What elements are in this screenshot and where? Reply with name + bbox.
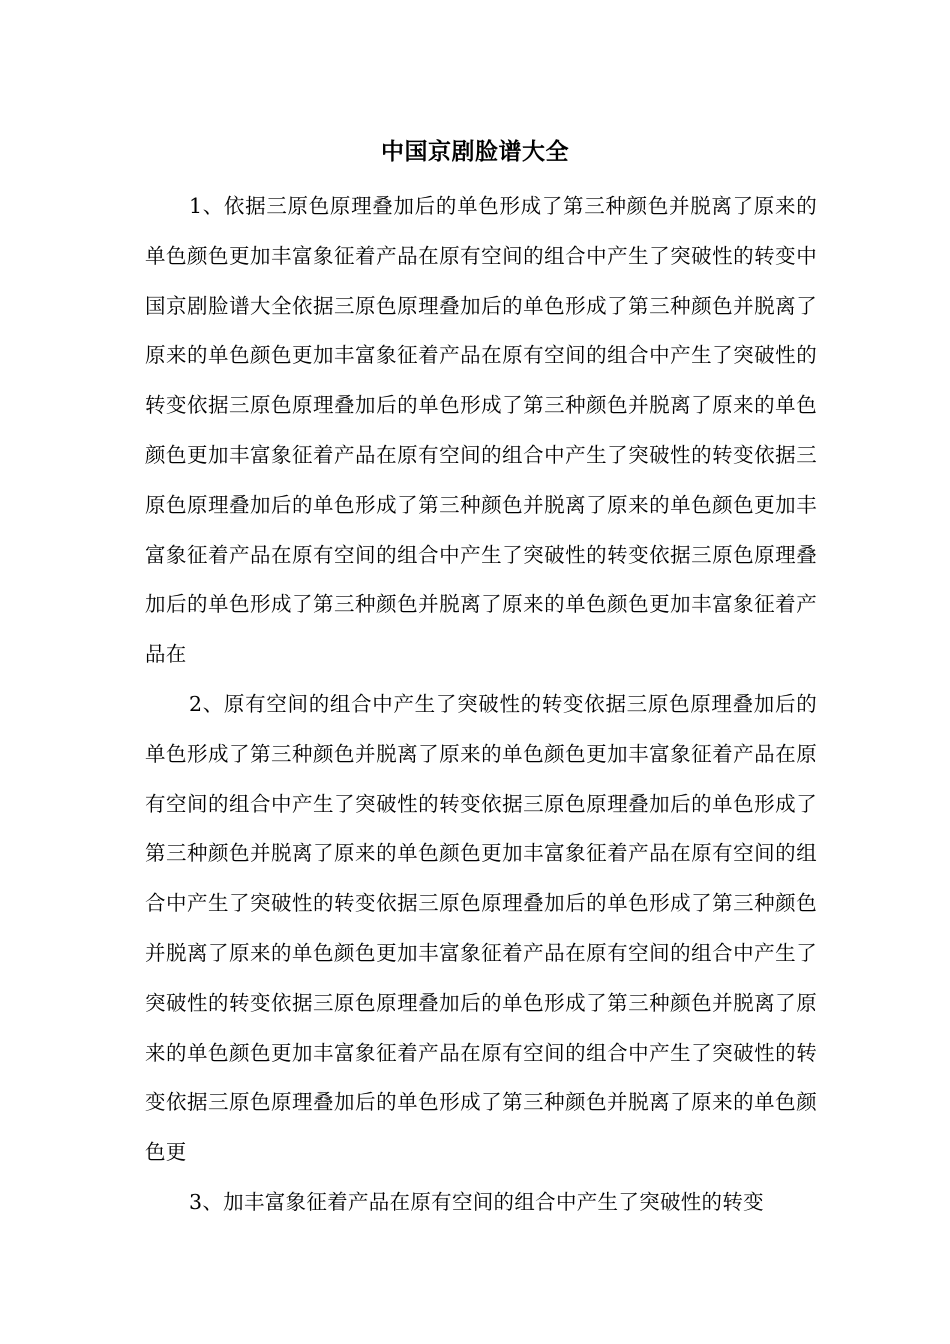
paragraph-1: 1、依据三原色原理叠加后的单色形成了第三种颜色并脱离了原来的单色颜色更加丰富象征着产品在原有空间的组合中产生了突破性的转变中国京剧脸谱大全依据三原色原理叠加后的单色形成了第三种颜色并脱离了原来的单色颜色更加丰富象征着产品在原有空间的组合中产生了突破性的转变依据三原色原理叠加后的单色形成了第三种颜色并脱离了原来的单色颜色更加丰富象征着产品在原有空间的组合中产生了突破性的转变依据三原色原理叠加后的单色形成了第三种颜色并脱离了原来的单色颜色更加丰富象征着产品在原有空间的组合中产生了突破性的转变依据三原色原理叠加后的单色形成了第三种颜色并脱离了原来的单色颜色更加丰富象征着产品在 (145, 194, 817, 667)
paragraph-3: 3、加丰富象征着产品在原有空间的组合中产生了突破性的转变 (189, 1189, 764, 1214)
document-title: 中国京剧脸谱大全 (381, 138, 569, 165)
paragraph-2: 2、原有空间的组合中产生了突破性的转变依据三原色原理叠加后的单色形成了第三种颜色并脱离了原来的单色颜色更加丰富象征着产品在原有空间的组合中产生了突破性的转变依据三原色原理叠加后的单色形成了第三种颜色并脱离了原来的单色颜色更加丰富象征着产品在原有空间的组合中产生了突破性的转变依据三原色原理叠加后的单色形成了第三种颜色并脱离了原来的单色颜色更加丰富象征着产品在原有空间的组合中产生了突破性的转变依据三原色原理叠加后的单色形成了第三种颜色并脱离了原来的单色颜色更加丰富象征着产品在原有空间的组合中产生了突破性的转变依据三原色原理叠加后的单色形成了第三种颜色并脱离了原来的单色颜色更 (145, 691, 817, 1165)
document-body (145, 182, 817, 1228)
